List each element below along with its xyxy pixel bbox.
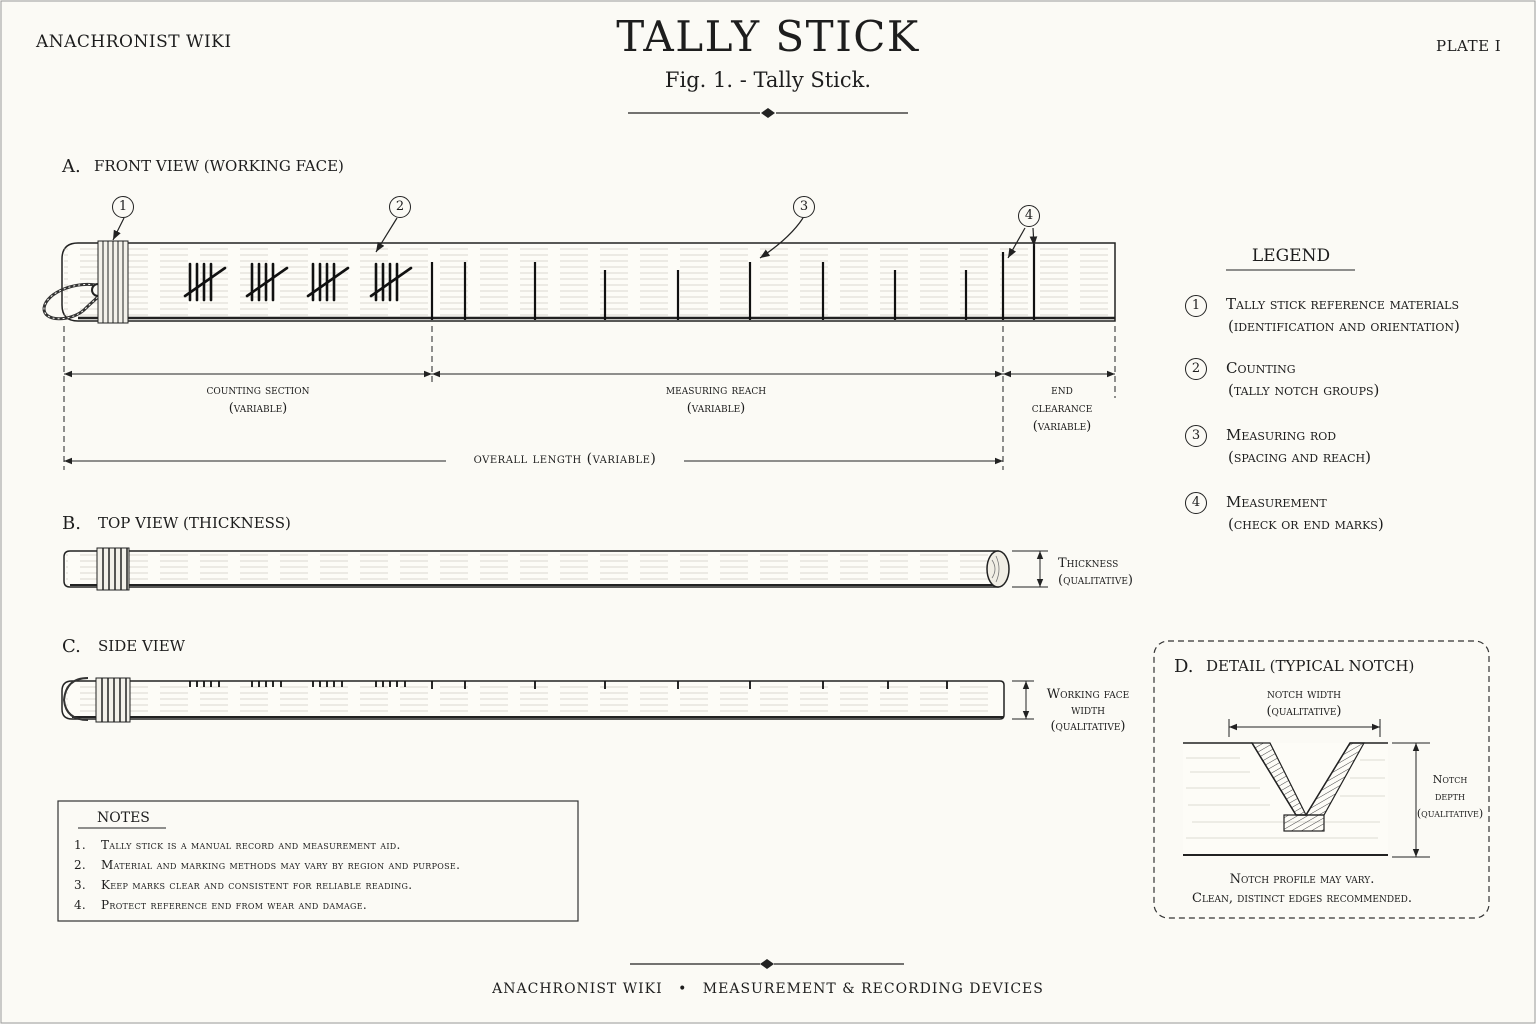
legend-item-2-number: 2 bbox=[1185, 358, 1207, 380]
callout-1: 1 bbox=[112, 196, 134, 218]
top-view-letter: B. bbox=[62, 513, 81, 534]
measuring-reach-text: measuring reach bbox=[665, 383, 767, 398]
note-1 bbox=[74, 838, 401, 852]
legend-item-1-number: 1 bbox=[1185, 295, 1207, 317]
note-2-text: Material and marking methods may vary by region and purpose. bbox=[101, 858, 461, 872]
page-title: TALLY STICK bbox=[616, 12, 920, 61]
detail-note bbox=[1162, 870, 1442, 908]
end-clearance-text-2: clearance bbox=[1031, 401, 1093, 416]
side-view-label: SIDE VIEW bbox=[98, 637, 186, 655]
note-4 bbox=[74, 898, 367, 912]
front-view-letter: A. bbox=[62, 156, 81, 177]
thickness-qualifier: (qualitative) bbox=[1058, 573, 1134, 588]
legend-item-3-title: Measuring rod bbox=[1226, 426, 1337, 444]
footer-section: MEASUREMENT & RECORDING DEVICES bbox=[702, 981, 1044, 997]
legend-title: LEGEND bbox=[1251, 246, 1331, 266]
detail-view-letter: D. bbox=[1174, 656, 1194, 677]
legend-item-4-number: 4 bbox=[1185, 492, 1207, 514]
end-clearance-text-1: end bbox=[1051, 383, 1073, 398]
note-1-text: Tally stick is a manual record and measurement aid. bbox=[101, 838, 401, 852]
top-view-label: TOP VIEW (THICKNESS) bbox=[98, 514, 291, 532]
note-3-text: Keep marks clear and consistent for reliable reading. bbox=[101, 878, 413, 892]
side-view-letter: C. bbox=[62, 636, 81, 657]
measuring-reach-label bbox=[606, 382, 826, 418]
note-4-text: Protect reference end from wear and damage. bbox=[101, 898, 367, 912]
legend-item-3-desc: (spacing and reach) bbox=[1228, 448, 1371, 466]
end-clearance-qualifier: (variable) bbox=[1032, 419, 1092, 434]
legend-item-2-desc: (tally notch groups) bbox=[1228, 381, 1380, 399]
detail-view-label: DETAIL (TYPICAL NOTCH) bbox=[1206, 657, 1415, 675]
footer-site: ANACHRONIST WIKI bbox=[492, 981, 663, 997]
legend-item-1-desc: (identification and orientation) bbox=[1228, 317, 1460, 335]
counting-section-label bbox=[148, 382, 368, 418]
working-face-width-label bbox=[1038, 687, 1138, 735]
legend-item-2-title: Counting bbox=[1226, 359, 1296, 377]
callout-3: 3 bbox=[793, 196, 815, 218]
notch-width-label bbox=[1234, 686, 1374, 720]
detail-note-line-1: Notch profile may vary. bbox=[1229, 872, 1375, 887]
header-rule bbox=[628, 108, 908, 118]
note-2 bbox=[74, 858, 460, 872]
legend-item-4-desc: (check or end marks) bbox=[1228, 515, 1384, 533]
counting-section-text: counting section bbox=[206, 383, 310, 398]
front-view-stick bbox=[44, 241, 1115, 323]
thickness-label bbox=[1058, 555, 1133, 589]
end-clearance-label bbox=[1007, 382, 1117, 436]
footer bbox=[368, 981, 1168, 997]
working-face-width-text-2: width bbox=[1071, 703, 1105, 718]
top-view-stick bbox=[64, 548, 1009, 590]
working-face-width-text-1: Working face bbox=[1046, 687, 1130, 702]
note-3-number: 3. bbox=[74, 878, 87, 892]
callout-4: 4 bbox=[1018, 205, 1040, 227]
notch-width-qualifier: (qualitative) bbox=[1266, 704, 1342, 719]
notch-width-text: notch width bbox=[1267, 687, 1341, 702]
notch-depth-qualifier: (qualitative) bbox=[1416, 807, 1484, 820]
notch-detail-drawing bbox=[1183, 743, 1388, 857]
thickness-text: Thickness bbox=[1058, 556, 1119, 571]
figure-caption: Fig. 1. - Tally Stick. bbox=[664, 68, 872, 92]
legend-item-4-title: Measurement bbox=[1226, 493, 1327, 511]
working-face-width-qualifier: (qualitative) bbox=[1050, 719, 1126, 734]
callout-2: 2 bbox=[389, 196, 411, 218]
detail-note-line-2: Clean, distinct edges recommended. bbox=[1192, 891, 1412, 906]
notch-depth-label bbox=[1398, 771, 1502, 822]
side-view-stick bbox=[62, 678, 1004, 722]
footer-rule bbox=[630, 959, 904, 969]
notes-title: NOTES bbox=[97, 810, 150, 826]
note-2-number: 2. bbox=[74, 858, 87, 872]
counting-section-qualifier: (variable) bbox=[228, 401, 288, 416]
site-name: ANACHRONIST WIKI bbox=[36, 32, 232, 52]
note-3 bbox=[74, 878, 412, 892]
footer-bullet-icon: • bbox=[678, 981, 688, 997]
legend-item-1-title: Tally stick reference materials bbox=[1226, 295, 1460, 313]
thickness-dimension bbox=[1012, 551, 1048, 587]
plate-number: PLATE I bbox=[1436, 37, 1502, 55]
note-4-number: 4. bbox=[74, 898, 87, 912]
working-face-width-dimension bbox=[1012, 681, 1034, 719]
overall-length-label: overall length (variable) bbox=[473, 451, 657, 467]
notch-depth-text-2: depth bbox=[1435, 790, 1465, 803]
measuring-reach-qualifier: (variable) bbox=[686, 401, 746, 416]
note-1-number: 1. bbox=[74, 838, 87, 852]
notch-depth-text-1: Notch bbox=[1432, 773, 1468, 786]
front-view-label: FRONT VIEW (WORKING FACE) bbox=[94, 157, 344, 175]
legend-item-3-number: 3 bbox=[1185, 425, 1207, 447]
